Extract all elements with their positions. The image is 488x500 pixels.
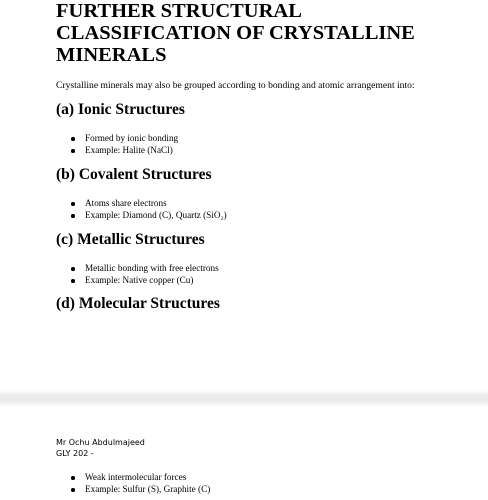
list-item: Atoms share electrons	[70, 197, 227, 209]
footer-course: GLY 202 -	[56, 449, 94, 458]
list-item: Formed by ionic bonding	[70, 132, 178, 144]
section-heading-covalent: (b) Covalent Structures	[56, 166, 212, 183]
covalent-bullet-list	[70, 197, 227, 221]
list-item: Metallic bonding with free electrons	[70, 262, 219, 274]
intro-paragraph: Crystalline minerals may also be grouped according to bonding and atomic arrangement into:	[56, 80, 415, 91]
page-footer	[56, 437, 145, 459]
section-heading-molecular: (d) Molecular Structures	[56, 295, 220, 312]
molecular-bullet-list	[70, 471, 210, 495]
document-page-2	[0, 407, 488, 500]
list-item: Example: Native copper (Cu)	[70, 274, 219, 286]
list-item: Example: Sulfur (S), Graphite (C)	[70, 483, 210, 495]
page-title: FURTHER STRUCTURAL CLASSIFICATION OF CRYSTALLINE MINERALS	[56, 0, 415, 66]
section-heading-metallic: (c) Metallic Structures	[56, 231, 205, 248]
footer-author: Mr Ochu Abdulmajeed	[56, 438, 145, 447]
ionic-bullet-list	[70, 132, 178, 156]
list-item: Example: Halite (NaCl)	[70, 144, 178, 156]
list-item: Weak intermolecular forces	[70, 471, 210, 483]
metallic-bullet-list	[70, 262, 219, 286]
section-heading-ionic: (a) Ionic Structures	[56, 101, 185, 118]
page-break	[0, 390, 488, 407]
list-item: Example: Diamond (C), Quartz (SiO₂)	[70, 209, 227, 221]
